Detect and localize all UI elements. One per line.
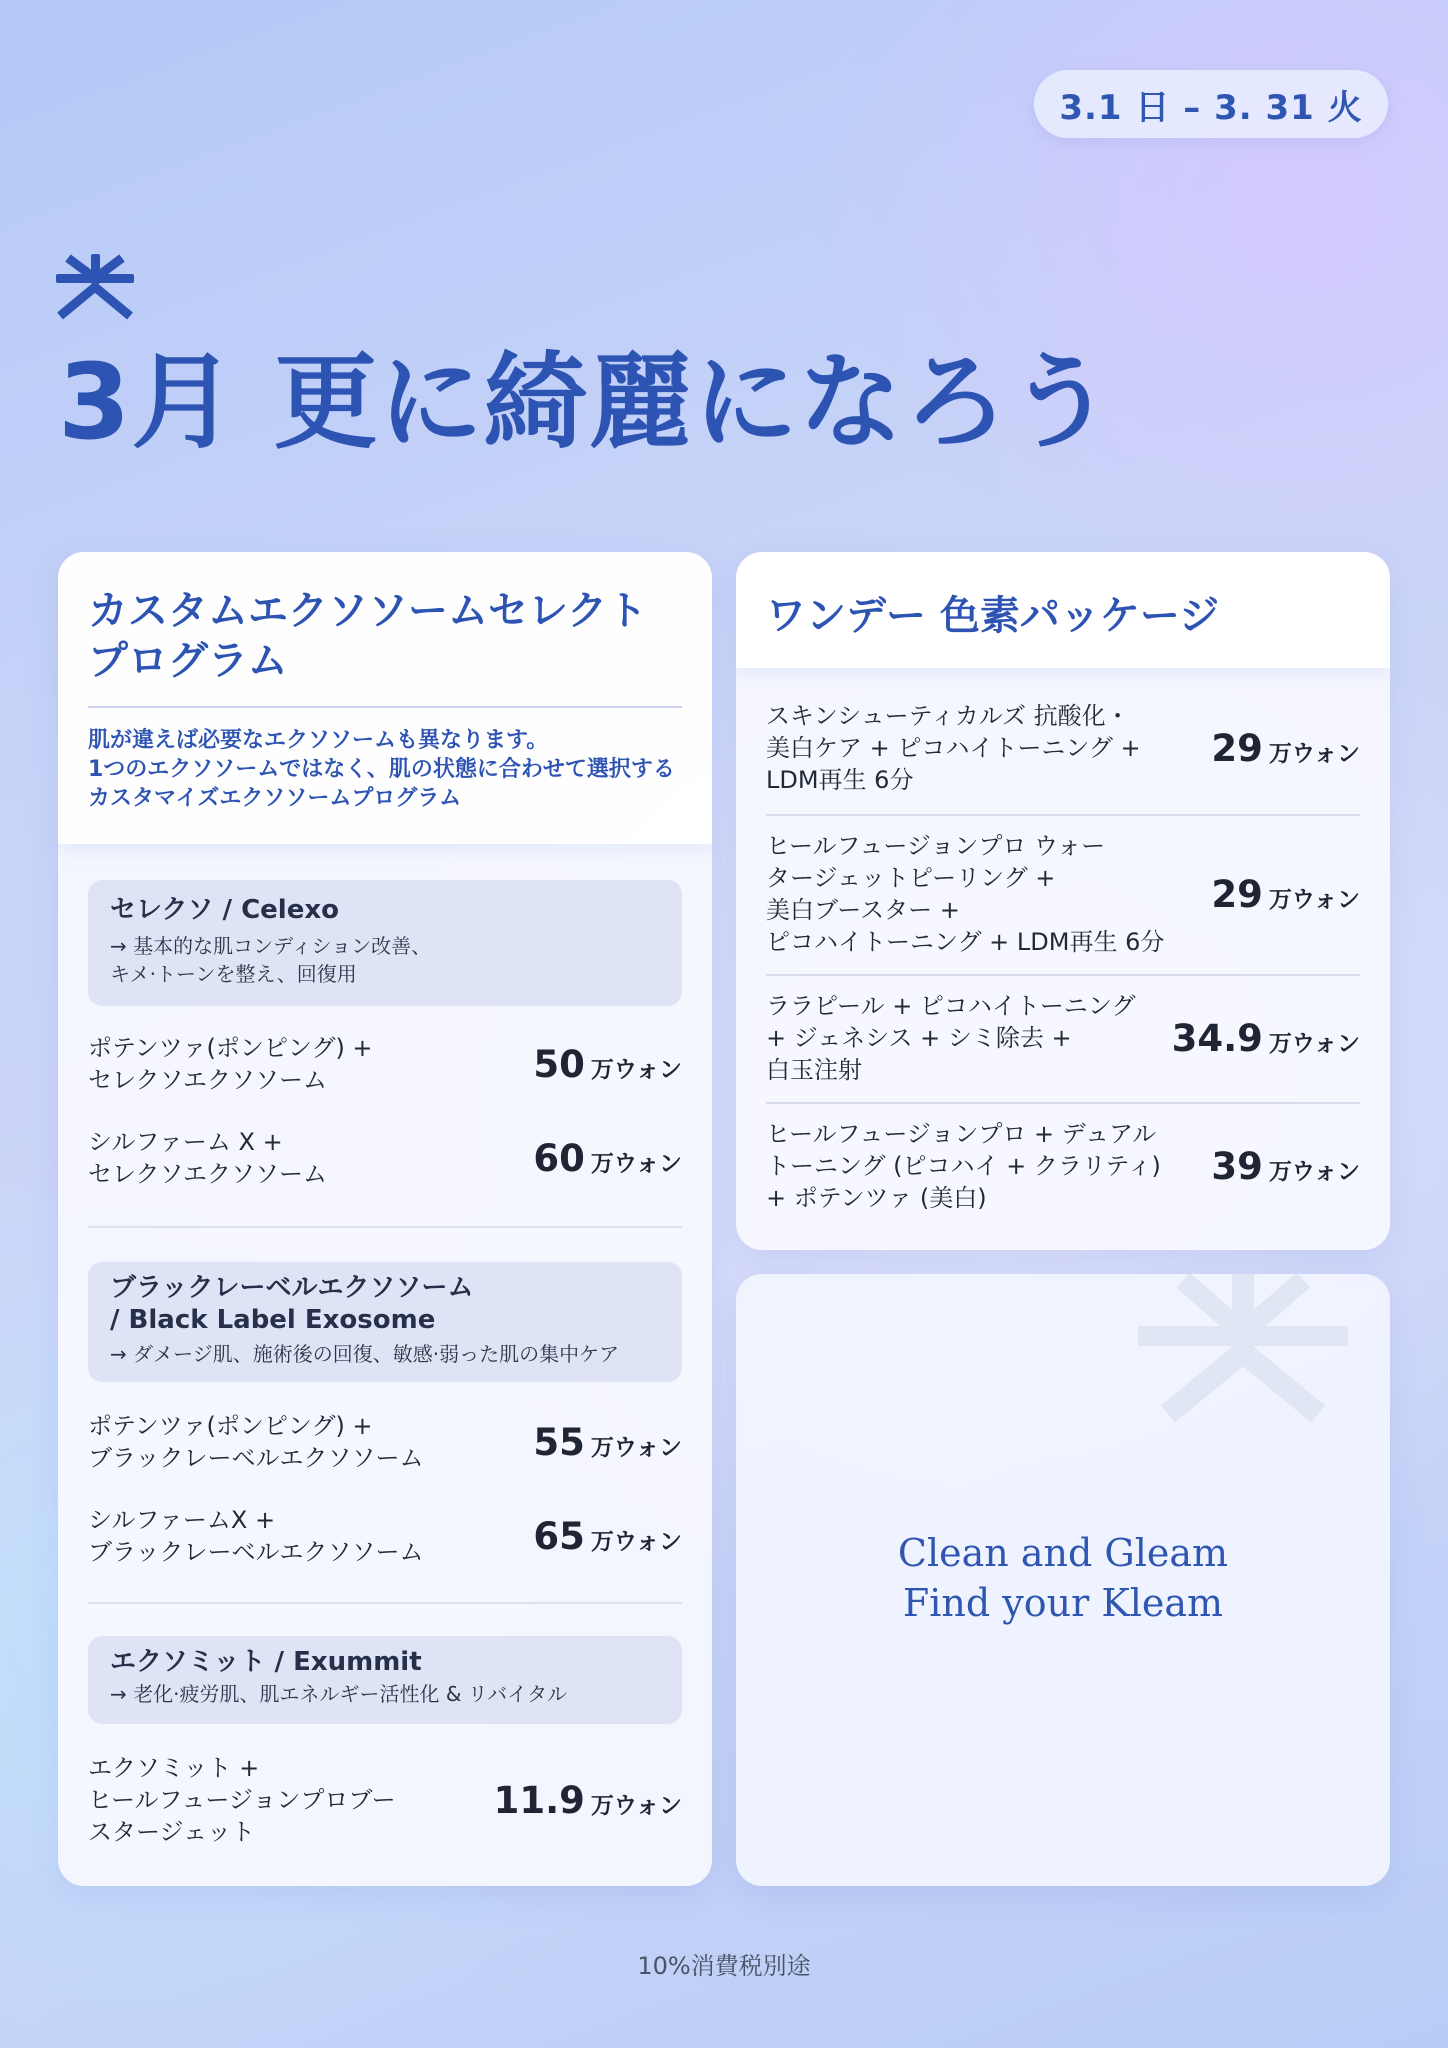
item-price bbox=[1211, 1145, 1360, 1188]
price-value: 11.9 bbox=[493, 1778, 585, 1822]
divider bbox=[88, 1226, 682, 1228]
category-celexo bbox=[88, 880, 682, 1006]
price-unit: 万ウォン bbox=[590, 1434, 682, 1461]
asterisk-logo-icon bbox=[56, 254, 134, 322]
price-unit: 万ウォン bbox=[590, 1150, 682, 1177]
divider bbox=[766, 814, 1360, 816]
item-name: シルファーム X + セレクソエクソソーム bbox=[88, 1128, 328, 1188]
category-note: → ダメージ肌、施術後の回復、敏感·弱った肌の集中ケア bbox=[110, 1342, 620, 1366]
program-header bbox=[58, 552, 712, 844]
item-name: ヒールフュージョンプロ + デュアル トーニング (ピコハイ + クラリティ) + ポテンツァ (美白) bbox=[766, 1120, 1161, 1212]
category-name: セレクソ / Celexo bbox=[110, 895, 339, 925]
item-name: ヒールフュージョンプロ ウォー タージェットピーリング + 美白ブースター + ピコハイトーニング + LDM再生 6分 bbox=[766, 832, 1165, 956]
menu-item bbox=[88, 1752, 682, 1848]
program-title: カスタムエクソソームセレクト プログラム bbox=[88, 588, 648, 684]
price-value: 34.9 bbox=[1171, 1016, 1263, 1060]
price-unit: 万ウォン bbox=[1268, 1030, 1360, 1057]
price-unit: 万ウォン bbox=[1268, 740, 1360, 767]
tax-note: 10%消費税別途 bbox=[637, 1952, 811, 1980]
item-price bbox=[533, 1421, 682, 1464]
price-value: 29 bbox=[1211, 872, 1263, 916]
price-value: 55 bbox=[533, 1420, 585, 1464]
item-name: シルファームX + ブラックレーベルエクソソーム bbox=[88, 1506, 424, 1566]
item-price bbox=[533, 1043, 682, 1086]
category-name: ブラックレーベルエクソソーム / Black Label Exosome bbox=[110, 1273, 474, 1335]
divider bbox=[766, 1102, 1360, 1104]
item-price bbox=[1172, 1017, 1360, 1060]
divider bbox=[88, 706, 682, 708]
menu-item bbox=[88, 1126, 682, 1190]
item-name: ポテンツァ(ポンピング) + ブラックレーベルエクソソーム bbox=[88, 1412, 424, 1472]
category-name: エクソミット / Exummit bbox=[110, 1647, 422, 1677]
price-value: 50 bbox=[533, 1042, 585, 1086]
price-value: 60 bbox=[533, 1136, 585, 1180]
divider bbox=[88, 1602, 682, 1604]
watermark-asterisk-icon bbox=[1138, 1274, 1348, 1424]
price-unit: 万ウォン bbox=[590, 1056, 682, 1083]
category-note: → 基本的な肌コンディション改善、 キメ·トーンを整え、回復用 bbox=[110, 934, 432, 986]
item-price bbox=[533, 1515, 682, 1558]
category-exummit bbox=[88, 1636, 682, 1724]
item-name: ポテンツァ(ポンピング) + セレクソエクソソーム bbox=[88, 1034, 373, 1094]
divider bbox=[766, 974, 1360, 976]
price-value: 39 bbox=[1211, 1144, 1263, 1188]
price-value: 29 bbox=[1211, 726, 1263, 770]
menu-item bbox=[88, 1504, 682, 1568]
price-unit: 万ウォン bbox=[1268, 1158, 1360, 1185]
price-unit: 万ウォン bbox=[590, 1792, 682, 1819]
package-item bbox=[766, 990, 1360, 1086]
exosome-program-card bbox=[58, 552, 712, 1886]
brand-slogan: Clean and Gleam Find your Kleam bbox=[897, 1531, 1229, 1625]
item-price bbox=[1211, 873, 1360, 916]
package-title: ワンデー 色素パッケージ bbox=[766, 593, 1220, 639]
menu-item bbox=[88, 1032, 682, 1096]
item-price bbox=[533, 1137, 682, 1180]
package-header bbox=[736, 552, 1390, 668]
package-item bbox=[766, 700, 1360, 796]
price-unit: 万ウォン bbox=[590, 1528, 682, 1555]
price-value: 65 bbox=[533, 1514, 585, 1558]
menu-item bbox=[88, 1410, 682, 1474]
package-item bbox=[766, 830, 1360, 958]
pigment-package-card bbox=[736, 552, 1390, 1250]
item-name: エクソミット + ヒールフュージョンプロブー スタージェット bbox=[88, 1754, 396, 1846]
item-name: スキンシューティカルズ 抗酸化・ 美白ケア + ピコハイトーニング + LDM再生 6分 bbox=[766, 702, 1141, 794]
category-black-label bbox=[88, 1262, 682, 1382]
date-range-badge: 3.1 日 – 3. 31 火 bbox=[1034, 70, 1388, 138]
program-description: 肌が違えば必要なエクソソームも異なります。 1つのエクソソームではなく、肌の状態に合わせて選択する カスタマイズエクソソームプログラム bbox=[88, 728, 675, 811]
brand-slogan-card bbox=[736, 1274, 1390, 1886]
item-name: ララピール + ピコハイトーニング + ジェネシス + シミ除去 + 白玉注射 bbox=[766, 992, 1136, 1084]
page-title: 3月 更に綺麗になろう bbox=[58, 341, 1114, 463]
category-note: → 老化·疲労肌、肌エネルギー活性化 & リバイタル bbox=[110, 1682, 568, 1706]
price-unit: 万ウォン bbox=[1268, 886, 1360, 913]
item-price bbox=[494, 1779, 682, 1822]
item-price bbox=[1211, 727, 1360, 770]
package-item bbox=[766, 1118, 1360, 1214]
